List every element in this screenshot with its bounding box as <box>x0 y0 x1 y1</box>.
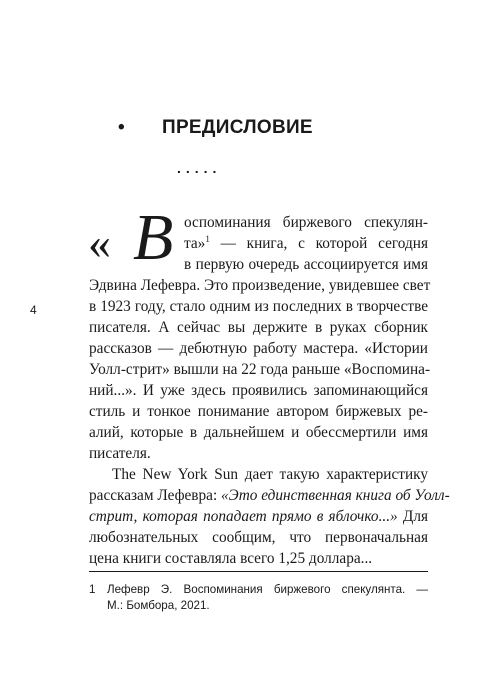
drop-cap: В <box>133 201 174 274</box>
body-line: оспоминания биржевого спекулян- <box>184 214 428 231</box>
footnote-line: Лефевр Э. Воспоминания биржевого спекулянта. — <box>107 583 428 596</box>
body-line: в 1923 году, стало одним из последних в творчестве <box>89 298 428 315</box>
body-line: стрит, которая попадает прямо в яблочко...» Для <box>89 508 428 525</box>
footnote-reference: 1 <box>205 234 210 244</box>
opening-quote-mark: « <box>88 217 111 268</box>
body-line: цена книги составляла всего 1,25 доллара... <box>89 550 373 567</box>
footnote-line: М.: Бомбора, 2021. <box>107 599 210 612</box>
body-line: The New York Sun дает такую характеристику <box>112 466 428 483</box>
footnote-divider <box>89 571 428 572</box>
body-line: алий, которые в дальнейшем и обессмертили имя <box>89 424 428 441</box>
body-line: любознательных сообщим, что первоначальная <box>89 529 428 546</box>
body-line: рассказов — дебютную работу мастера. «Истории <box>89 340 428 357</box>
body-line: рассказам Лефевра: «Это единственная книга об Уолл- <box>89 487 450 504</box>
body-line: писателя. А сейчас вы держите в руках сборник <box>89 319 428 336</box>
quote-italic: стрит, которая попадает прямо в яблочко...» <box>89 508 398 525</box>
body-line: Уолл-стрит» вышли на 22 года раньше «Воспомина- <box>89 361 431 378</box>
chapter-heading <box>118 117 313 139</box>
body-line: стиль и тонкое понимание автором биржевых ре- <box>89 403 428 420</box>
body-line: Эдвина Лефевра. Это произведение, увидевшее свет <box>89 277 431 294</box>
heading-title: ПРЕДИСЛОВИЕ <box>162 117 313 138</box>
body-line: писателя. <box>89 445 151 462</box>
paragraph-2 <box>89 464 450 569</box>
body-line: та»$^1$ — книга, с которой сегодня <box>184 234 428 252</box>
paragraph-1 <box>89 275 431 464</box>
footnote-number: 1 <box>89 583 96 596</box>
page-number: 4 <box>30 303 37 317</box>
body-line: в первую очередь ассоциируется имя <box>184 256 428 273</box>
quote-italic: «Это единственная книга об Уолл- <box>221 487 450 504</box>
dropcap-text-block <box>184 212 428 275</box>
heading-ornament: ..... <box>177 160 222 176</box>
footnote <box>89 582 428 614</box>
heading-bullet: • <box>118 117 125 138</box>
body-line: ний...». И уже здесь проявились запоминающийся <box>89 382 428 399</box>
